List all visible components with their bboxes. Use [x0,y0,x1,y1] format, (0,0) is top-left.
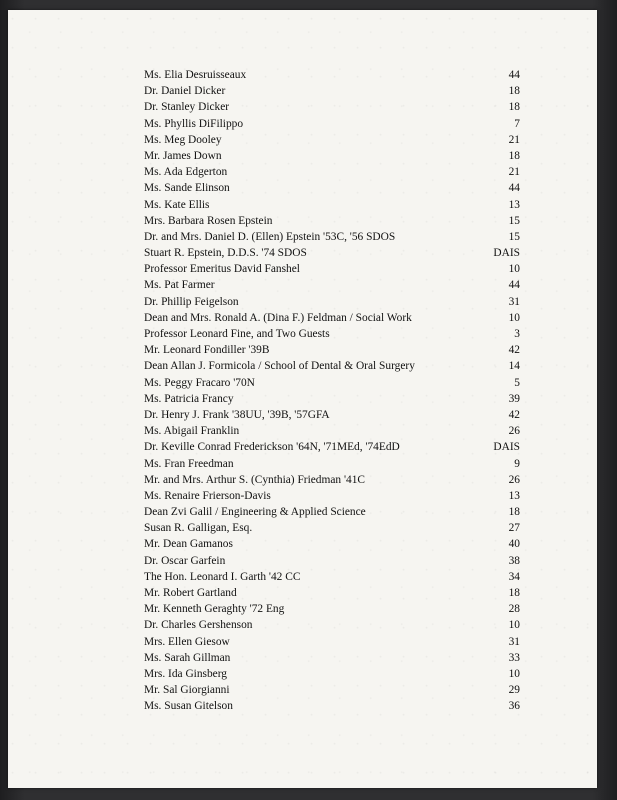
table-number: 15 [508,230,520,243]
guest-name: Dean Allan J. Formicola / School of Dental & Oral Surgery [144,360,415,373]
list-item [144,520,524,536]
table-number: 31 [508,635,520,648]
guest-name: Mr. and Mrs. Arthur S. (Cynthia) Friedman '41C [144,473,365,486]
guest-name: Mrs. Ellen Giesow [144,635,230,648]
guest-name: Mr. Sal Giorgianni [144,684,230,697]
list-item [144,245,524,261]
table-number: 21 [508,166,520,179]
list-item [144,358,524,374]
list-item [144,375,524,391]
table-number: 21 [508,133,520,146]
table-number: 44 [508,279,520,292]
guest-name: Ms. Fran Freedman [144,457,234,470]
table-number: 13 [508,489,520,502]
table-number: 18 [508,149,520,162]
guest-name: Ms. Pat Farmer [144,279,215,292]
table-number: 10 [508,619,520,632]
guest-name: Ms. Kate Ellis [144,198,210,211]
table-number: 36 [508,700,520,713]
guest-name: Ms. Renaire Frierson-Davis [144,489,271,502]
list-item [144,229,524,245]
list-item [144,326,524,342]
table-number: DAIS [493,247,520,260]
guest-name: Dr. Henry J. Frank '38UU, '39B, '57GFA [144,408,330,421]
list-item [144,456,524,472]
guest-name: Dr. and Mrs. Daniel D. (Ellen) Epstein '53C, '56 SDOS [144,230,396,243]
guest-name: Mr. Leonard Fondiller '39B [144,344,270,357]
table-number: 31 [508,295,520,308]
table-number: 27 [508,522,520,535]
table-number: 15 [508,214,520,227]
table-number: 10 [508,311,520,324]
list-item [144,536,524,552]
list-item [144,213,524,229]
list-item [144,439,524,455]
list-item [144,472,524,488]
guest-name: Ms. Peggy Fracaro '70N [144,376,255,389]
list-item [144,650,524,666]
guest-name: Ms. Ada Edgerton [144,166,228,179]
table-number: DAIS [493,441,520,454]
guest-name: Mrs. Barbara Rosen Epstein [144,214,273,227]
table-number: 34 [508,570,520,583]
list-item [144,553,524,569]
table-number: 18 [508,587,520,599]
table-number: 26 [508,425,520,438]
table-number: 7 [514,117,520,130]
table-number: 33 [508,651,520,664]
guest-name: Susan R. Galligan, Esq. [144,522,253,535]
list-item [144,132,524,148]
guest-name: Dr. Stanley Dicker [144,101,230,114]
guest-name: Mr. Kenneth Geraghty '72 Eng [144,603,285,616]
table-number: 26 [508,473,520,486]
guest-name: Professor Emeritus David Fanshel [144,263,300,276]
table-number: 9 [514,457,520,470]
list-item [144,342,524,358]
list-item [144,197,524,213]
table-number: 14 [508,360,520,373]
list-item [144,585,524,601]
table-number: 3 [514,328,520,340]
guest-name: Dean and Mrs. Ronald A. (Dina F.) Feldman / Social Work [144,311,412,324]
guest-name: Professor Leonard Fine, and Two Guests [144,328,330,340]
list-item [144,634,524,650]
list-item [144,99,524,115]
guest-name: Ms. Susan Gitelson [144,700,233,713]
guest-name: Ms. Abigail Franklin [144,425,240,438]
guest-name: Ms. Phyllis DiFilippo [144,117,244,130]
list-item [144,488,524,504]
guest-name: Ms. Meg Dooley [144,133,222,146]
guest-name: Mr. Robert Gartland [144,587,237,599]
list-item [144,423,524,439]
list-item [144,310,524,326]
table-number: 42 [508,408,520,421]
list-item [144,698,524,714]
list-item [144,601,524,617]
table-number: 13 [508,198,520,211]
guest-name: Ms. Sande Elinson [144,182,230,195]
list-item [144,277,524,293]
guest-table-list [144,67,524,715]
table-number: 40 [508,538,520,551]
table-number: 42 [508,344,520,357]
table-number: 18 [508,506,520,519]
table-number: 44 [508,182,520,195]
list-item [144,504,524,520]
guest-name: Mr. Dean Gamanos [144,538,233,551]
list-item [144,67,524,83]
list-item [144,617,524,633]
list-item [144,407,524,423]
guest-name: Ms. Patricia Francy [144,392,234,405]
list-item [144,682,524,698]
guest-name: Dr. Daniel Dicker [144,85,226,98]
table-number: 5 [514,376,520,389]
list-item [144,261,524,277]
list-item [144,294,524,310]
guest-name: Mrs. Ida Ginsberg [144,667,227,680]
guest-name: Stuart R. Epstein, D.D.S. '74 SDOS [144,247,307,260]
list-item [144,148,524,164]
guest-name: Ms. Elia Desruisseaux [144,69,247,81]
table-number: 28 [508,603,520,616]
list-item [144,391,524,407]
list-item [144,116,524,132]
guest-name: Mr. James Down [144,149,222,162]
table-number: 10 [508,263,520,276]
table-number: 10 [508,667,520,680]
table-number: 29 [508,684,520,697]
guest-name: Dr. Oscar Garfein [144,554,226,567]
guest-name: Dr. Charles Gershenson [144,619,253,632]
list-item [144,164,524,180]
list-item [144,569,524,585]
guest-name: Dr. Keville Conrad Frederickson '64N, '71MEd, '74EdD [144,441,400,454]
guest-name: Ms. Sarah Gillman [144,651,231,664]
table-number: 39 [508,392,520,405]
list-item [144,666,524,682]
table-number: 18 [508,85,520,98]
table-number: 18 [508,101,520,114]
list-item [144,180,524,196]
guest-name: Dean Zvi Galil / Engineering & Applied Science [144,506,366,519]
list-item [144,83,524,99]
table-number: 38 [508,554,520,567]
guest-name: Dr. Phillip Feigelson [144,295,239,308]
table-number: 44 [508,69,520,81]
guest-name: The Hon. Leonard I. Garth '42 CC [144,570,301,583]
